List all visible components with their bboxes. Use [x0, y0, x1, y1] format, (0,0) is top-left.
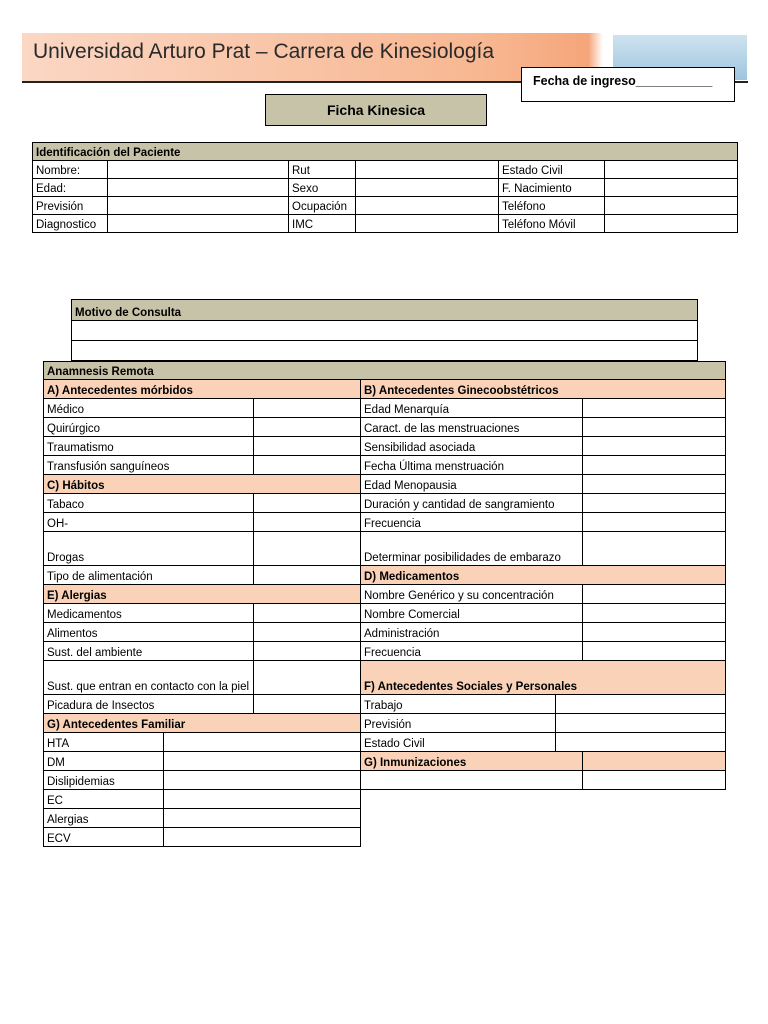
input-imc[interactable] [356, 215, 499, 233]
a-value-quirurgico[interactable] [254, 418, 361, 437]
b-value-sangramiento[interactable] [583, 494, 726, 513]
d-item-comercial: Nombre Comercial [361, 604, 583, 623]
section-d-heading: D) Medicamentos [361, 566, 726, 585]
a-value-medico[interactable] [254, 399, 361, 418]
input-nacimiento[interactable] [605, 179, 738, 197]
blank-cell [361, 790, 726, 809]
motivo-line-2[interactable] [72, 341, 698, 361]
inmunizaciones-value[interactable] [361, 771, 583, 790]
c-value-oh[interactable] [254, 513, 361, 532]
label-ocupacion: Ocupación [289, 197, 356, 215]
f-item-estado-civil: Estado Civil [361, 733, 556, 752]
c-value-tabaco[interactable] [254, 494, 361, 513]
e-item-ambiente: Sust. del ambiente [44, 642, 254, 661]
g-value-dislipidemias[interactable] [164, 771, 361, 790]
label-imc: IMC [289, 215, 356, 233]
g-value-ec[interactable] [164, 790, 361, 809]
input-prevision[interactable] [108, 197, 289, 215]
inmunizaciones-heading-fill [583, 752, 726, 771]
fecha-ingreso-field[interactable]: Fecha de ingreso___________ [521, 67, 735, 102]
input-sexo[interactable] [356, 179, 499, 197]
identificacion-heading: Identificación del Paciente [33, 143, 738, 161]
section-f-heading: F) Antecedentes Sociales y Personales [361, 661, 726, 695]
d-value-frecuencia[interactable] [583, 642, 726, 661]
e-item-insectos: Picadura de Insectos [44, 695, 254, 714]
f-value-estado-civil[interactable] [556, 733, 726, 752]
label-nacimiento: F. Nacimiento [499, 179, 605, 197]
motivo-table [71, 299, 698, 361]
e-value-insectos[interactable] [254, 695, 361, 714]
section-c-heading: C) Hábitos [44, 475, 361, 494]
b-item-embarazo: Determinar posibilidades de embarazo [361, 532, 583, 566]
input-telefono[interactable] [605, 197, 738, 215]
d-item-generico: Nombre Genérico y su concentración [361, 585, 583, 604]
f-item-trabajo: Trabajo [361, 695, 556, 714]
f-value-prevision[interactable] [556, 714, 726, 733]
f-value-trabajo[interactable] [556, 695, 726, 714]
form-title: Ficha Kinesica [265, 94, 487, 126]
input-diagnostico[interactable] [108, 215, 289, 233]
e-item-medicamentos: Medicamentos [44, 604, 254, 623]
g-item-hta: HTA [44, 733, 164, 752]
a-item-quirurgico: Quirúrgico [44, 418, 254, 437]
label-edad: Edad: [33, 179, 108, 197]
section-e-heading: E) Alergias [44, 585, 361, 604]
g-value-hta[interactable] [164, 733, 361, 752]
label-estado-civil: Estado Civil [499, 161, 605, 179]
b-item-sensibilidad: Sensibilidad asociada [361, 437, 583, 456]
identificacion-table [32, 142, 738, 233]
g-value-dm[interactable] [164, 752, 361, 771]
section-g-inmunizaciones-heading: G) Inmunizaciones [361, 752, 583, 771]
c-item-tabaco: Tabaco [44, 494, 254, 513]
input-edad[interactable] [108, 179, 289, 197]
b-item-menopausia: Edad Menopausia [361, 475, 583, 494]
b-value-embarazo[interactable] [583, 532, 726, 566]
label-telefono-movil: Teléfono Móvil [499, 215, 605, 233]
c-item-alimentacion: Tipo de alimentación [44, 566, 254, 585]
blank-cell [361, 828, 726, 847]
e-value-alimentos[interactable] [254, 623, 361, 642]
page-title: Universidad Arturo Prat – Carrera de Kinesiología [33, 40, 495, 63]
b-value-menarquia[interactable] [583, 399, 726, 418]
g-item-ecv: ECV [44, 828, 164, 847]
d-value-generico[interactable] [583, 585, 726, 604]
b-item-fum: Fecha Última menstruación [361, 456, 583, 475]
b-item-frecuencia: Frecuencia [361, 513, 583, 532]
inmunizaciones-value-2[interactable] [583, 771, 726, 790]
c-item-drogas: Drogas [44, 532, 254, 566]
e-item-contacto-piel: Sust. que entran en contacto con la piel [44, 661, 254, 695]
b-item-menstruaciones: Caract. de las menstruaciones [361, 418, 583, 437]
label-sexo: Sexo [289, 179, 356, 197]
a-item-transfusion: Transfusión sanguíneos [44, 456, 254, 475]
g-item-dislipidemias: Dislipidemias [44, 771, 164, 790]
c-value-alimentacion[interactable] [254, 566, 361, 585]
section-b-heading: B) Antecedentes Ginecoobstétricos [361, 380, 726, 399]
label-nombre: Nombre: [33, 161, 108, 179]
c-value-drogas[interactable] [254, 532, 361, 566]
b-value-menstruaciones[interactable] [583, 418, 726, 437]
blank-cell [361, 809, 726, 828]
label-prevision: Previsión [33, 197, 108, 215]
g-item-dm: DM [44, 752, 164, 771]
b-value-menopausia[interactable] [583, 475, 726, 494]
b-item-menarquia: Edad Menarquía [361, 399, 583, 418]
e-value-contacto-piel[interactable] [254, 661, 361, 695]
motivo-line-1[interactable] [72, 321, 698, 341]
a-value-transfusion[interactable] [254, 456, 361, 475]
label-diagnostico: Diagnostico [33, 215, 108, 233]
b-value-frecuencia[interactable] [583, 513, 726, 532]
input-estado-civil[interactable] [605, 161, 738, 179]
a-item-medico: Médico [44, 399, 254, 418]
input-nombre[interactable] [108, 161, 289, 179]
b-value-fum[interactable] [583, 456, 726, 475]
d-value-comercial[interactable] [583, 604, 726, 623]
anamnesis-heading: Anamnesis Remota [44, 362, 726, 380]
g-value-ecv[interactable] [164, 828, 361, 847]
e-item-alimentos: Alimentos [44, 623, 254, 642]
g-value-alergias[interactable] [164, 809, 361, 828]
f-item-prevision: Previsión [361, 714, 556, 733]
d-value-administracion[interactable] [583, 623, 726, 642]
e-value-ambiente[interactable] [254, 642, 361, 661]
section-a-heading: A) Antecedentes mórbidos [44, 380, 361, 399]
input-rut[interactable] [356, 161, 499, 179]
label-rut: Rut [289, 161, 356, 179]
d-item-frecuencia: Frecuencia [361, 642, 583, 661]
g-item-alergias: Alergias [44, 809, 164, 828]
input-telefono-movil[interactable] [605, 215, 738, 233]
a-value-traumatismo[interactable] [254, 437, 361, 456]
c-item-oh: OH- [44, 513, 254, 532]
g-item-ec: EC [44, 790, 164, 809]
b-item-sangramiento: Duración y cantidad de sangramiento [361, 494, 583, 513]
anamnesis-table [43, 361, 726, 847]
motivo-heading: Motivo de Consulta [72, 300, 698, 321]
d-item-administracion: Administración [361, 623, 583, 642]
input-ocupacion[interactable] [356, 197, 499, 215]
section-g-familiar-heading: G) Antecedentes Familiar [44, 714, 361, 733]
label-telefono: Teléfono [499, 197, 605, 215]
a-item-traumatismo: Traumatismo [44, 437, 254, 456]
e-value-medicamentos[interactable] [254, 604, 361, 623]
b-value-sensibilidad[interactable] [583, 437, 726, 456]
